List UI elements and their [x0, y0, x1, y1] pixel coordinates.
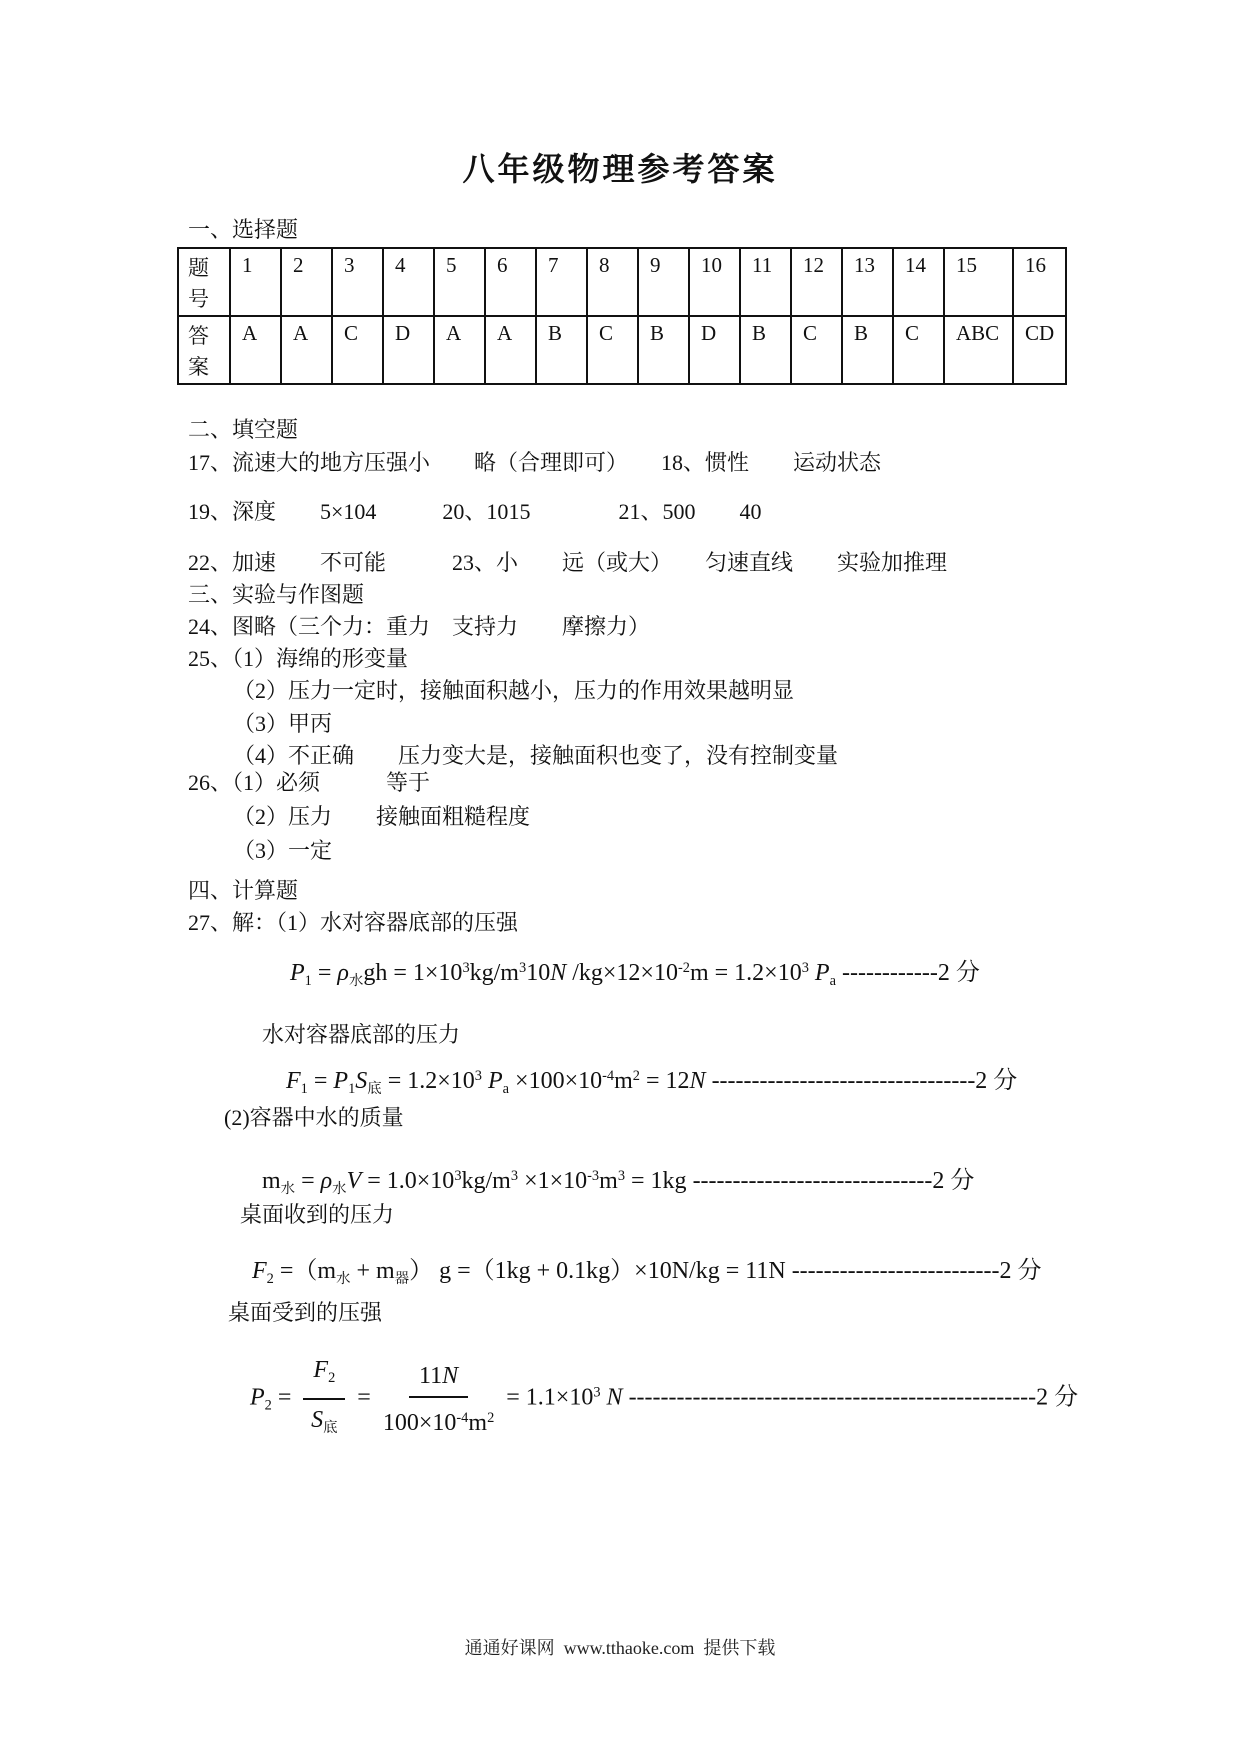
answer-line-25-2: （2）压力一定时，接触面积越小，压力的作用效果越明显 — [233, 678, 795, 703]
table-cell: 7 — [536, 248, 587, 316]
table-cell: 11 — [740, 248, 791, 316]
table-cell: 13 — [842, 248, 893, 316]
answer-line-26-1: 26、（1）必须 等于 — [188, 770, 431, 795]
section-heading-experiment: 三、实验与作图题 — [188, 582, 365, 607]
label-water-mass: (2)容器中水的质量 — [224, 1105, 404, 1130]
table-cell: 4 — [383, 248, 434, 316]
table-cell: CD — [1013, 316, 1066, 384]
table-cell: 8 — [587, 248, 638, 316]
section-heading-fill-blanks: 二、填空题 — [188, 417, 299, 442]
answer-line-22-23: 22、加速 不可能 23、小 远（或大） 匀速直线 实验加推理 — [188, 550, 948, 575]
table-cell: 12 — [791, 248, 842, 316]
formula-pressure-on-bottom: $P_1 = \rho_水gh = 1\times 10^3kg/m^310N$ $/kg\times 12\times 10^{-2}m = 1.2\times 10^3$ $P_a$ ------------2 分 — [290, 959, 980, 989]
table-cell: D — [383, 316, 434, 384]
table-cell: C — [791, 316, 842, 384]
table-row-numbers — [178, 248, 1066, 316]
table-cell: A — [230, 316, 281, 384]
answer-line-24: 24、图略（三个力：重力 支持力 摩擦力） — [188, 614, 651, 639]
table-cell: B — [740, 316, 791, 384]
page-title: 八年级物理参考答案 — [462, 151, 778, 187]
table-header-label: 题号 — [178, 248, 230, 316]
answer-line-19-21: 19、深度 5×104 20、1015 21、500 40 — [188, 499, 762, 524]
section-heading-calculation: 四、计算题 — [188, 878, 299, 903]
answer-table — [177, 247, 1067, 385]
formula-force-on-bottom: $F_1 = P_1S_底 = 1.2\times 10^3$ $P_a \times 100\times 10^{-4}m^2 = 12N$ ---------------------------------2 分 — [286, 1067, 1018, 1097]
table-answer-label: 答案 — [178, 316, 230, 384]
answer-line-25-3: （3）甲丙 — [233, 711, 333, 736]
table-cell: 10 — [689, 248, 740, 316]
table-cell: D — [689, 316, 740, 384]
table-cell: B — [536, 316, 587, 384]
table-cell: 6 — [485, 248, 536, 316]
answer-line-26-3: （3）一定 — [233, 838, 333, 863]
table-cell: B — [842, 316, 893, 384]
table-cell: 14 — [893, 248, 944, 316]
table-cell: ABC — [944, 316, 1013, 384]
table-cell: A — [434, 316, 485, 384]
table-cell: B — [638, 316, 689, 384]
footer-text: 通通好课网 www.tthaoke.com 提供下载 — [464, 1638, 776, 1658]
table-cell: 1 — [230, 248, 281, 316]
table-cell: A — [485, 316, 536, 384]
formula-pressure-on-table: $P_2$ = $\frac{F_2}{S_底}$ = $\frac{11N}{100\times 10^{-4}m^2}$ = $1.1\times 10^3$ N ---------------------------------------------------2 分 — [250, 1352, 1078, 1446]
table-cell: 2 — [281, 248, 332, 316]
section-heading-choice: 一、选择题 — [188, 217, 299, 242]
table-cell: 15 — [944, 248, 1013, 316]
answer-line-25-4: （4）不正确 压力变大是，接触面积也变了，没有控制变量 — [233, 743, 839, 768]
table-cell: A — [281, 316, 332, 384]
answer-line-26-2: （2）压力 接触面粗糙程度 — [233, 804, 531, 829]
table-cell: 9 — [638, 248, 689, 316]
table-cell: 5 — [434, 248, 485, 316]
label-pressure-on-table: 桌面受到的压强 — [228, 1300, 383, 1325]
answer-line-27-intro: 27、解：（1）水对容器底部的压强 — [188, 910, 519, 935]
table-cell: C — [332, 316, 383, 384]
table-cell: 16 — [1013, 248, 1066, 316]
label-force-on-table: 桌面收到的压力 — [240, 1202, 395, 1227]
formula-force-on-table: $F_2 =(m_水 + m_器)$ g =（1kg + 0.1kg）×10N/kg = 11N --------------------------2 分 — [252, 1258, 1042, 1288]
answer-line-17-18: 17、流速大的地方压强小 略（合理即可） 18、惯性 运动状态 — [188, 450, 882, 475]
table-row-answers — [178, 316, 1066, 384]
table-cell: 3 — [332, 248, 383, 316]
label-force-on-bottom: 水对容器底部的压力 — [262, 1022, 461, 1047]
table-cell: C — [893, 316, 944, 384]
formula-water-mass: $m_水 = \rho_水V = 1.0\times 10^3kg/m^3 \times 1\times 10^{-3}m^3 = 1kg$ ------------------------------2 分 — [262, 1167, 975, 1197]
table-cell: C — [587, 316, 638, 384]
answer-line-25-1: 25、（1）海绵的形变量 — [188, 646, 409, 671]
